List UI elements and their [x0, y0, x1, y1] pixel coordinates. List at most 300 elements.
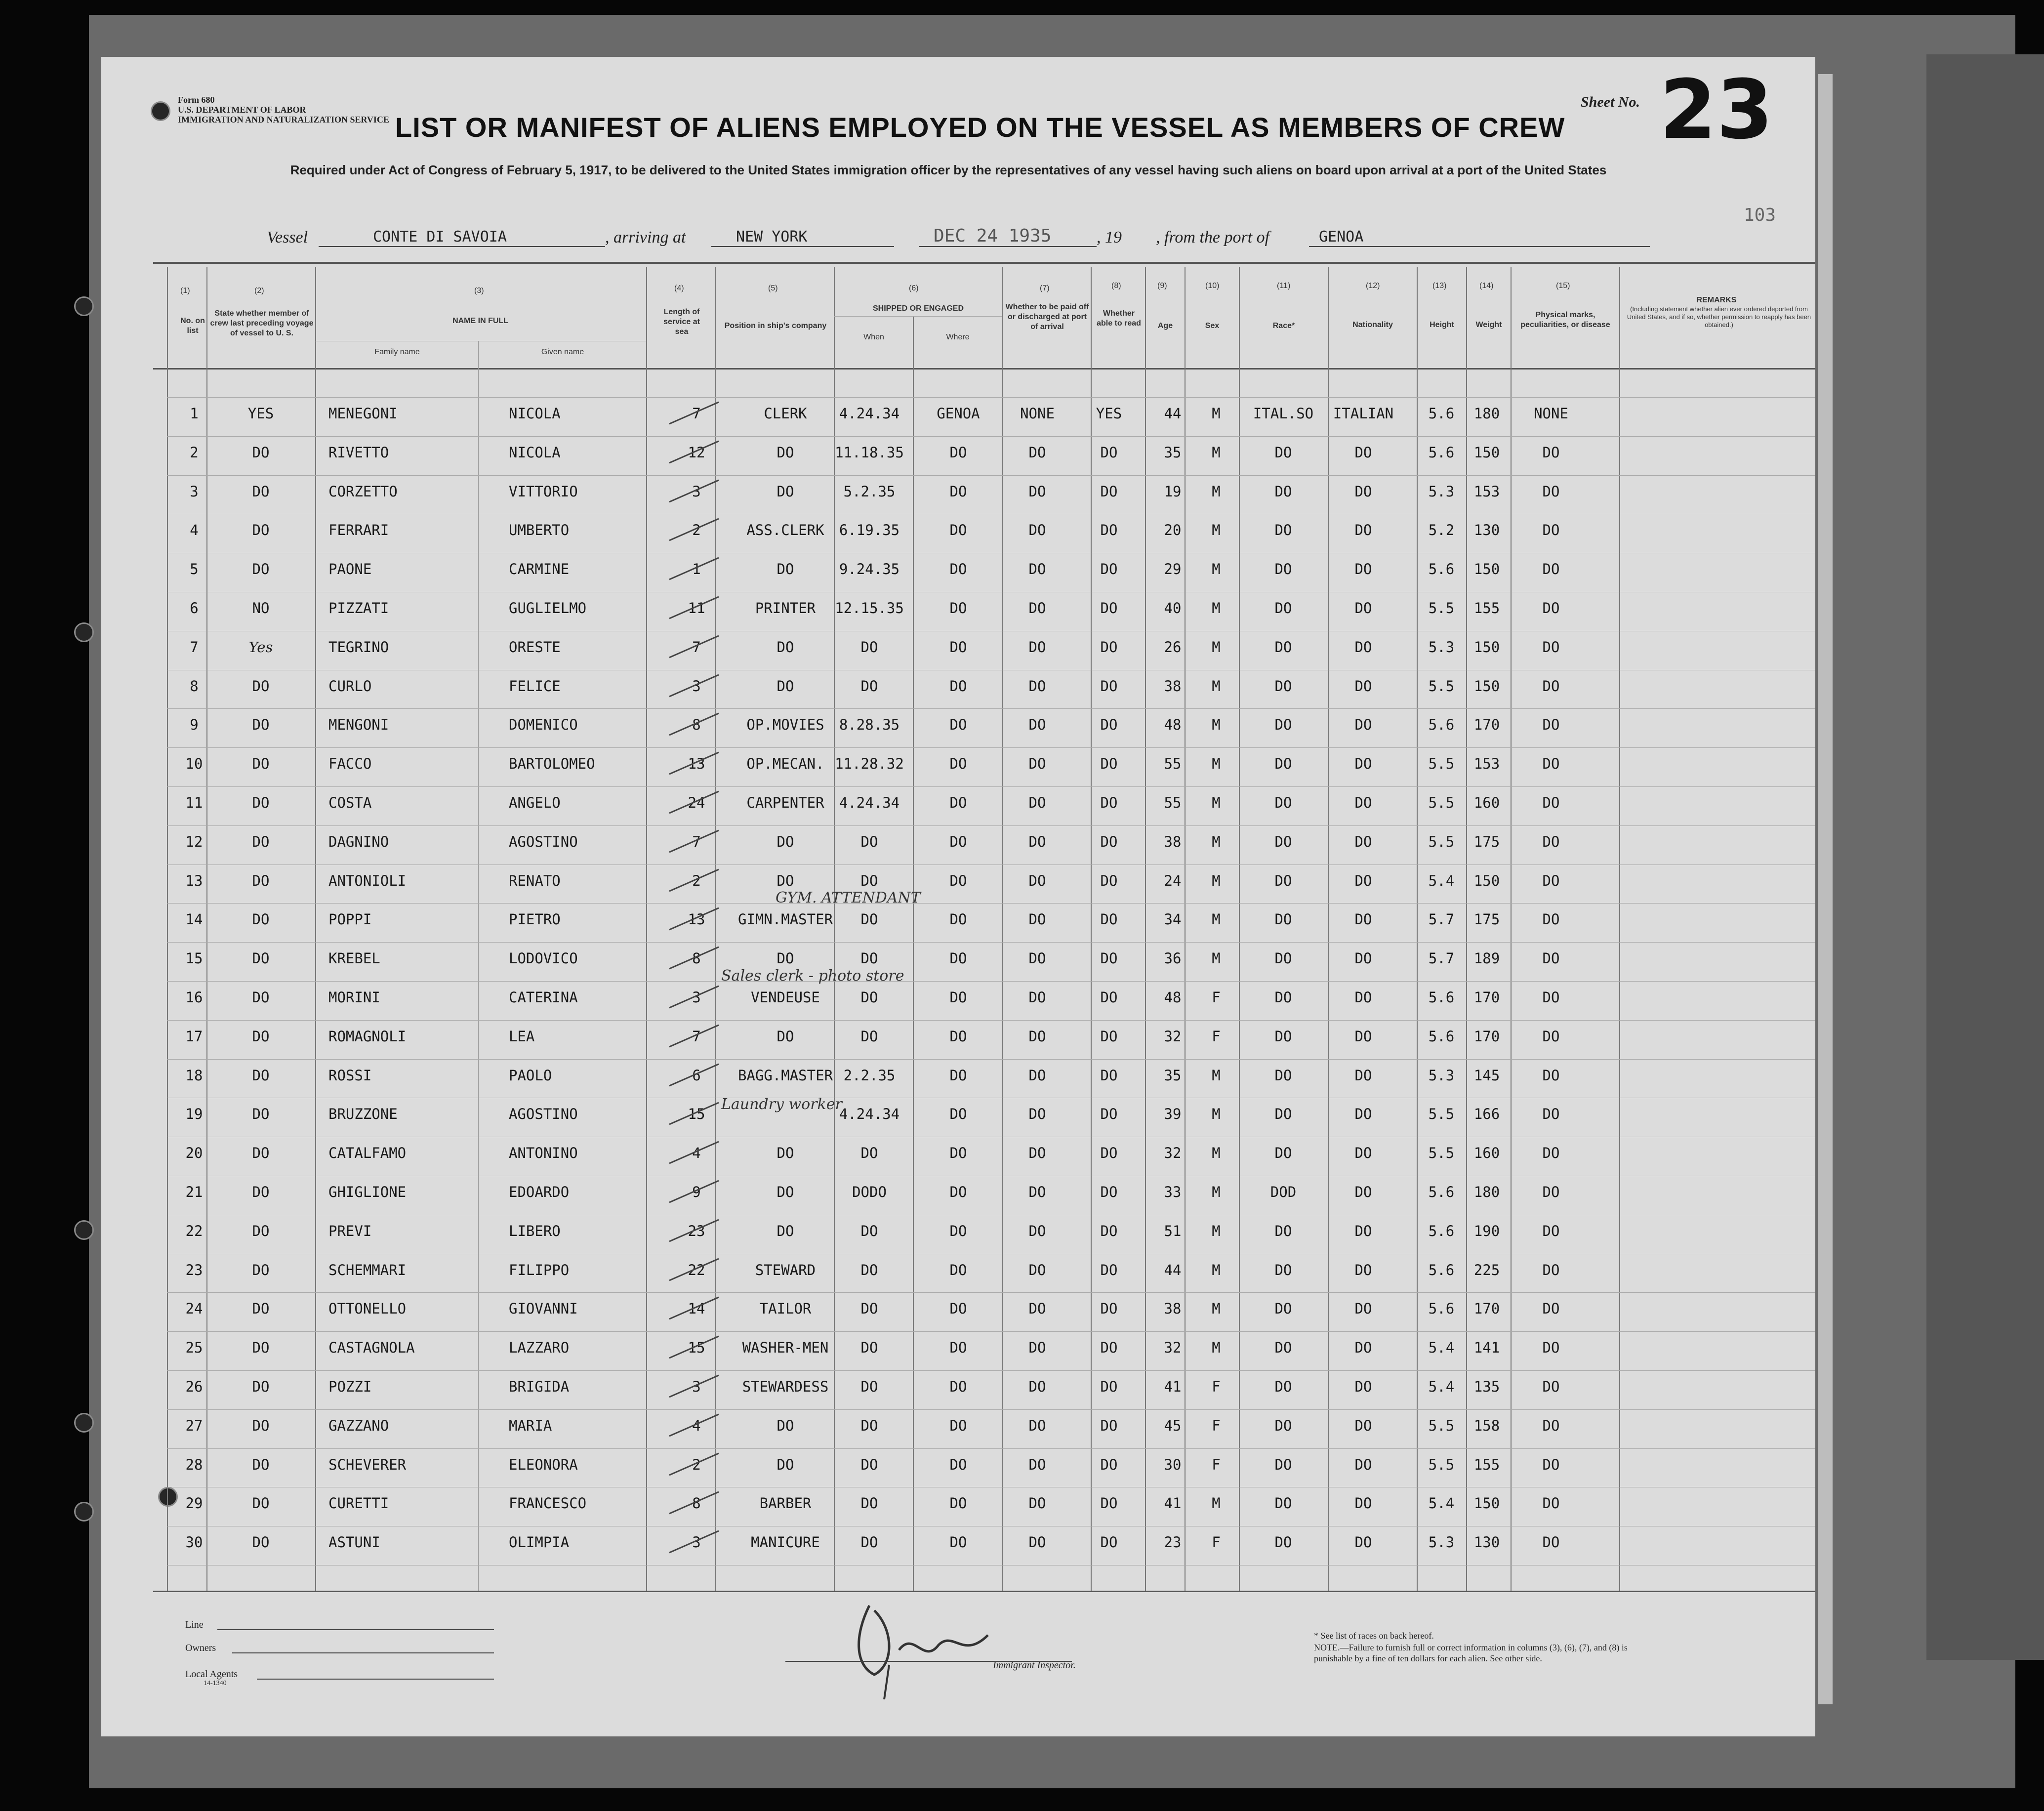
- tally-check-mark: [664, 1450, 724, 1480]
- cell-sex: M: [1212, 911, 1221, 928]
- cell-paid-off: DO: [1028, 1184, 1046, 1200]
- cell-previous-voyage: DO: [252, 483, 270, 500]
- from-label: , from the port of: [1156, 228, 1270, 247]
- cell-sex: M: [1212, 1106, 1221, 1122]
- cell-row-number: 15: [185, 950, 203, 967]
- cell-nationality: DO: [1354, 1184, 1372, 1200]
- cell-position: DO: [777, 1028, 794, 1045]
- cell-family-name: PIZZATI: [328, 600, 389, 617]
- cell-weight: 190: [1473, 1223, 1500, 1239]
- cell-nationality: DO: [1354, 1534, 1372, 1551]
- cell-position: DO: [777, 872, 794, 889]
- row-rule: [167, 1370, 1815, 1371]
- cell-family-name: POPPI: [328, 911, 372, 928]
- col-number-9: (9): [1157, 282, 1167, 290]
- cell-shipped-when: DO: [860, 833, 878, 850]
- col-number-14: (14): [1479, 282, 1494, 290]
- cell-row-number: 30: [185, 1534, 203, 1551]
- cell-shipped-when: 4.24.34: [839, 1106, 900, 1122]
- col-number-10: (10): [1205, 282, 1220, 290]
- cell-race: DO: [1274, 794, 1292, 811]
- cell-length-of-service: 8: [692, 950, 701, 967]
- cell-shipped-when: DO: [860, 1417, 878, 1434]
- cell-shipped-where: DO: [949, 1262, 967, 1278]
- cell-height: 5.4: [1428, 1339, 1455, 1356]
- cell-shipped-when: DO: [860, 1300, 878, 1317]
- cell-family-name: MORINI: [328, 989, 380, 1006]
- arriving-port-line: [711, 246, 894, 247]
- cell-row-number: 18: [185, 1067, 203, 1084]
- cell-previous-voyage: DO: [252, 1495, 270, 1512]
- cell-length-of-service: 2: [692, 1456, 701, 1473]
- cell-sex: M: [1212, 483, 1221, 500]
- cell-physical-marks: DO: [1542, 1417, 1560, 1434]
- cell-row-number: 26: [185, 1378, 203, 1395]
- cell-row-number: 27: [185, 1417, 203, 1434]
- cell-nationality: DO: [1354, 444, 1372, 461]
- cell-previous-voyage: DO: [252, 872, 270, 889]
- tally-check-mark: [664, 1139, 724, 1168]
- binder-hole: [74, 296, 94, 316]
- tally-check-mark: [664, 672, 724, 701]
- cell-nationality: DO: [1354, 483, 1372, 500]
- cell-paid-off: DO: [1028, 1223, 1046, 1239]
- col-divider: [315, 267, 316, 1591]
- binder-hole: [74, 622, 94, 642]
- cell-family-name: GHIGLIONE: [328, 1184, 407, 1200]
- cell-position: STEWARD: [755, 1262, 816, 1278]
- row-rule: [167, 1409, 1815, 1410]
- cell-age: 44: [1164, 405, 1182, 422]
- cell-shipped-where: DO: [949, 755, 967, 772]
- cell-row-number: 22: [185, 1223, 203, 1239]
- cell-height: 5.5: [1428, 1106, 1455, 1122]
- tally-check-mark: [664, 1411, 724, 1441]
- arriving-label: , arriving at: [605, 228, 686, 247]
- col-number-3: (3): [474, 287, 484, 295]
- cell-physical-marks: DO: [1542, 1534, 1560, 1551]
- cell-able-to-read: DO: [1100, 1106, 1118, 1122]
- cell-height: 5.6: [1428, 1300, 1455, 1317]
- cell-able-to-read: DO: [1100, 950, 1118, 967]
- cell-row-number: 12: [185, 833, 203, 850]
- cell-given-name: NICOLA: [509, 444, 561, 461]
- cell-shipped-where: DO: [949, 1417, 967, 1434]
- cell-physical-marks: DO: [1542, 1339, 1560, 1356]
- cell-previous-voyage: DO: [252, 1456, 270, 1473]
- cell-able-to-read: DO: [1100, 833, 1118, 850]
- cell-age: 32: [1164, 1339, 1182, 1356]
- cell-family-name: SCHEVERER: [328, 1456, 407, 1473]
- cell-height: 5.6: [1428, 716, 1455, 733]
- cell-given-name: EDOARDO: [509, 1184, 570, 1200]
- header-length-service: Length of service at sea: [663, 308, 700, 336]
- cell-age: 39: [1164, 1106, 1182, 1122]
- cell-able-to-read: DO: [1100, 444, 1118, 461]
- cell-height: 5.3: [1428, 639, 1455, 656]
- cell-family-name: ASTUNI: [328, 1534, 380, 1551]
- cell-family-name: CORZETTO: [328, 483, 398, 500]
- cell-age: 32: [1164, 1028, 1182, 1045]
- cell-shipped-when: DO: [860, 911, 878, 928]
- footer-line-blank: [217, 1629, 494, 1630]
- cell-given-name: AGOSTINO: [509, 1106, 578, 1122]
- arriving-port: NEW YORK: [736, 228, 808, 246]
- cell-weight: 153: [1473, 483, 1500, 500]
- cell-race: DO: [1274, 1534, 1292, 1551]
- cell-weight: 166: [1473, 1106, 1500, 1122]
- cell-previous-voyage: YES: [247, 405, 274, 422]
- header-able-read: Whether able to read: [1097, 309, 1141, 328]
- cell-position: DO: [777, 1456, 794, 1473]
- cell-family-name: CASTAGNOLA: [328, 1339, 415, 1356]
- cell-paid-off: DO: [1028, 1028, 1046, 1045]
- cell-paid-off: DO: [1028, 1067, 1046, 1084]
- cell-row-number: 13: [185, 872, 203, 889]
- cell-paid-off: DO: [1028, 1417, 1046, 1434]
- cell-family-name: SCHEMMARI: [328, 1262, 407, 1278]
- cell-family-name: POZZI: [328, 1378, 372, 1395]
- cell-physical-marks: DO: [1542, 561, 1560, 577]
- table-header-rule: [153, 368, 1815, 370]
- cell-shipped-where: DO: [949, 600, 967, 617]
- cell-shipped-where: DO: [949, 522, 967, 538]
- cell-nationality: DO: [1354, 950, 1372, 967]
- header-nationality: Nationality: [1352, 321, 1393, 329]
- cell-height: 5.5: [1428, 794, 1455, 811]
- cell-family-name: TEGRINO: [328, 639, 389, 656]
- cell-physical-marks: DO: [1542, 600, 1560, 617]
- handwritten-gym-attendant: GYM. ATTENDANT: [776, 889, 921, 906]
- cell-position: STEWARDESS: [742, 1378, 829, 1395]
- cell-nationality: DO: [1354, 1495, 1372, 1512]
- cell-nationality: DO: [1354, 1456, 1372, 1473]
- cell-age: 32: [1164, 1145, 1182, 1161]
- row-rule: [167, 397, 1815, 398]
- cell-position: VENDEUSE: [751, 989, 820, 1006]
- cell-previous-voyage: DO: [252, 1028, 270, 1045]
- cell-able-to-read: DO: [1100, 1495, 1118, 1512]
- cell-height: 5.6: [1428, 1028, 1455, 1045]
- cell-race: DO: [1274, 1145, 1292, 1161]
- cell-family-name: KREBEL: [328, 950, 380, 967]
- cell-weight: 141: [1473, 1339, 1500, 1356]
- cell-able-to-read: DO: [1100, 1378, 1118, 1395]
- cell-height: 5.6: [1428, 405, 1455, 422]
- cell-height: 5.7: [1428, 911, 1455, 928]
- cell-shipped-when: DO: [860, 872, 878, 889]
- cell-length-of-service: 3: [692, 1534, 701, 1551]
- cell-age: 19: [1164, 483, 1182, 500]
- row-rule: [167, 1020, 1815, 1021]
- cell-weight: 150: [1473, 639, 1500, 656]
- cell-age: 34: [1164, 911, 1182, 928]
- cell-physical-marks: DO: [1542, 911, 1560, 928]
- cell-paid-off: DO: [1028, 1145, 1046, 1161]
- cell-physical-marks: DO: [1542, 1223, 1560, 1239]
- inspector-signature: [840, 1591, 1018, 1704]
- tally-check-mark: [664, 1294, 724, 1324]
- cell-given-name: AGOSTINO: [509, 833, 578, 850]
- page-edge: [1818, 74, 1833, 1704]
- footer-agents-blank: [257, 1679, 494, 1680]
- cell-shipped-when: 6.19.35: [839, 522, 900, 538]
- cell-sex: F: [1212, 1417, 1221, 1434]
- binder-hole: [74, 1413, 94, 1433]
- cell-length-of-service: 7: [692, 833, 701, 850]
- cell-age: 30: [1164, 1456, 1182, 1473]
- cell-sex: M: [1212, 561, 1221, 577]
- row-rule: [167, 942, 1815, 943]
- cell-sex: F: [1212, 1456, 1221, 1473]
- cell-age: 29: [1164, 561, 1182, 577]
- cell-position: GIMN.MASTER: [737, 911, 833, 928]
- cell-paid-off: DO: [1028, 1378, 1046, 1395]
- cell-nationality: DO: [1354, 1262, 1372, 1278]
- cell-sex: M: [1212, 522, 1221, 538]
- col-divider: [1466, 267, 1467, 1591]
- cell-able-to-read: DO: [1100, 522, 1118, 538]
- cell-sex: M: [1212, 444, 1221, 461]
- cell-previous-voyage: DO: [252, 1417, 270, 1434]
- cell-physical-marks: DO: [1542, 716, 1560, 733]
- header-physical: Physical marks, peculiarities, or disease: [1520, 311, 1610, 329]
- row-rule: [167, 1331, 1815, 1332]
- col-divider-sub: [478, 341, 479, 1591]
- header-no-on-list: No. on list: [180, 317, 205, 335]
- cell-previous-voyage: DO: [252, 1262, 270, 1278]
- cell-row-number: 19: [185, 1106, 203, 1122]
- cell-physical-marks: DO: [1542, 1300, 1560, 1317]
- shipped-sub-rule: [834, 316, 1002, 317]
- cell-shipped-when: DO: [860, 1495, 878, 1512]
- cell-length-of-service: 8: [692, 1495, 701, 1512]
- col-divider: [1091, 267, 1092, 1591]
- cell-race: DO: [1274, 1378, 1292, 1395]
- cell-physical-marks: DO: [1542, 1378, 1560, 1395]
- cell-shipped-where: DO: [949, 833, 967, 850]
- cell-weight: 135: [1473, 1378, 1500, 1395]
- year-label: , 19: [1097, 228, 1122, 247]
- cell-shipped-where: DO: [949, 1378, 967, 1395]
- cell-shipped-when: DO: [860, 1534, 878, 1551]
- cell-race: DO: [1274, 600, 1292, 617]
- cell-row-number: 24: [185, 1300, 203, 1317]
- cell-length-of-service: 15: [688, 1106, 705, 1122]
- cell-length-of-service: 3: [692, 989, 701, 1006]
- cell-shipped-where: DO: [949, 950, 967, 967]
- tally-check-mark: [664, 1528, 724, 1558]
- cell-previous-voyage: DO: [252, 678, 270, 695]
- cell-nationality: DO: [1354, 678, 1372, 695]
- cell-sex: M: [1212, 872, 1221, 889]
- cell-age: 20: [1164, 522, 1182, 538]
- cell-physical-marks: DO: [1542, 678, 1560, 695]
- cell-paid-off: DO: [1028, 1262, 1046, 1278]
- cell-paid-off: DO: [1028, 716, 1046, 733]
- cell-weight: 150: [1473, 561, 1500, 577]
- cell-given-name: CARMINE: [509, 561, 570, 577]
- cell-row-number: 7: [190, 639, 199, 656]
- cell-race: DO: [1274, 872, 1292, 889]
- cell-family-name: MENEGONI: [328, 405, 398, 422]
- cell-length-of-service: 6: [692, 1067, 701, 1084]
- col-number-5: (5): [768, 284, 778, 292]
- cell-sex: M: [1212, 1145, 1221, 1161]
- cell-previous-voyage: DO: [252, 1223, 270, 1239]
- cell-family-name: RIVETTO: [328, 444, 389, 461]
- cell-age: 35: [1164, 1067, 1182, 1084]
- cell-paid-off: DO: [1028, 755, 1046, 772]
- cell-paid-off: DO: [1028, 1339, 1046, 1356]
- cell-row-number: 11: [185, 794, 203, 811]
- header-name-in-full: NAME IN FULL: [452, 317, 508, 325]
- header-when: When: [863, 333, 884, 341]
- cell-given-name: BRIGIDA: [509, 1378, 570, 1395]
- cell-row-number: 10: [185, 755, 203, 772]
- cell-weight: 189: [1473, 950, 1500, 967]
- cell-height: 5.6: [1428, 561, 1455, 577]
- cell-sex: F: [1212, 1534, 1221, 1551]
- cell-age: 26: [1164, 639, 1182, 656]
- cell-weight: 150: [1473, 1495, 1500, 1512]
- row-rule: [167, 903, 1815, 904]
- col-divider: [834, 267, 835, 1591]
- cell-nationality: DO: [1354, 1067, 1372, 1084]
- cell-shipped-when: DO: [860, 950, 878, 967]
- form-reference: [178, 95, 389, 124]
- cell-nationality: DO: [1354, 1339, 1372, 1356]
- col-divider: [1511, 267, 1512, 1591]
- cell-race: DO: [1274, 1028, 1292, 1045]
- cell-weight: 145: [1473, 1067, 1500, 1084]
- cell-length-of-service: 22: [688, 1262, 705, 1278]
- cell-given-name: VITTORIO: [509, 483, 578, 500]
- date-line: [919, 246, 1097, 247]
- cell-height: 5.2: [1428, 522, 1455, 538]
- cell-row-number: 1: [190, 405, 199, 422]
- cell-previous-voyage: DO: [252, 911, 270, 928]
- cell-given-name: DOMENICO: [509, 716, 578, 733]
- cell-shipped-where: DO: [949, 872, 967, 889]
- cell-weight: 170: [1473, 716, 1500, 733]
- cell-position: OP.MOVIES: [746, 716, 824, 733]
- cell-race: DO: [1274, 561, 1292, 577]
- cell-physical-marks: DO: [1542, 1184, 1560, 1200]
- header-position: Position in ship's company: [724, 322, 827, 330]
- cell-paid-off: DO: [1028, 950, 1046, 967]
- cell-row-number: 29: [185, 1495, 203, 1512]
- cell-shipped-where: DO: [949, 1534, 967, 1551]
- cell-weight: 160: [1473, 794, 1500, 811]
- cell-able-to-read: DO: [1100, 755, 1118, 772]
- cell-age: 44: [1164, 1262, 1182, 1278]
- page-title: LIST OR MANIFEST OF ALIENS EMPLOYED ON THE VESSEL AS MEMBERS OF CREW: [395, 112, 1565, 143]
- cell-given-name: ORESTE: [509, 639, 561, 656]
- sheet-label: Sheet No.: [1581, 94, 1640, 110]
- cell-race: DO: [1274, 911, 1292, 928]
- cell-row-number: 6: [190, 600, 199, 617]
- cell-shipped-where: DO: [949, 1106, 967, 1122]
- cell-given-name: NICOLA: [509, 405, 561, 422]
- cell-sex: M: [1212, 833, 1221, 850]
- cell-height: 5.6: [1428, 1184, 1455, 1200]
- cell-shipped-when: 11.18.35: [835, 444, 904, 461]
- col-number-1: (1): [180, 287, 190, 295]
- cell-weight: 130: [1473, 1534, 1500, 1551]
- cell-nationality: DO: [1354, 639, 1372, 656]
- cell-able-to-read: DO: [1100, 600, 1118, 617]
- cell-nationality: DO: [1354, 989, 1372, 1006]
- cell-previous-voyage: DO: [252, 716, 270, 733]
- cell-given-name: BARTOLOMEO: [509, 755, 595, 772]
- cell-previous-voyage: DO: [252, 833, 270, 850]
- cell-given-name: CATERINA: [509, 989, 578, 1006]
- cell-previous-voyage: DO: [252, 755, 270, 772]
- cell-family-name: ANTONIOLI: [328, 872, 407, 889]
- cell-shipped-when: 9.24.35: [839, 561, 900, 577]
- cell-position: DO: [777, 950, 794, 967]
- tally-check-mark: [664, 788, 724, 818]
- cell-weight: 180: [1473, 405, 1500, 422]
- cell-age: 33: [1164, 1184, 1182, 1200]
- cell-race: DOD: [1270, 1184, 1297, 1200]
- cell-given-name: LAZZARO: [509, 1339, 570, 1356]
- col-number-6: (6): [909, 284, 919, 292]
- tally-check-mark: [664, 594, 724, 623]
- cell-weight: 158: [1473, 1417, 1500, 1434]
- cell-age: 41: [1164, 1378, 1182, 1395]
- tally-check-mark: [664, 905, 724, 935]
- cell-paid-off: DO: [1028, 600, 1046, 617]
- cell-given-name: GIOVANNI: [509, 1300, 578, 1317]
- tally-check-mark: [664, 1217, 724, 1246]
- cell-previous-voyage: DO: [252, 561, 270, 577]
- tally-check-mark: [664, 944, 724, 974]
- cell-row-number: 21: [185, 1184, 203, 1200]
- cell-shipped-where: DO: [949, 716, 967, 733]
- cell-length-of-service: 2: [692, 872, 701, 889]
- cell-physical-marks: DO: [1542, 483, 1560, 500]
- cell-age: 24: [1164, 872, 1182, 889]
- col-number-8: (8): [1111, 282, 1121, 290]
- cell-previous-voyage: Yes: [248, 639, 273, 656]
- row-rule: [167, 1292, 1815, 1293]
- cell-able-to-read: DO: [1100, 639, 1118, 656]
- cell-family-name: PAONE: [328, 561, 372, 577]
- race-note: * See list of races on back hereof.: [1314, 1631, 1434, 1641]
- cell-shipped-where: DO: [949, 989, 967, 1006]
- cell-paid-off: DO: [1028, 989, 1046, 1006]
- col-divider: [206, 267, 207, 1591]
- cell-height: 5.5: [1428, 600, 1455, 617]
- cell-position: BAGG.MASTER: [737, 1067, 833, 1084]
- col-number-4: (4): [674, 284, 684, 292]
- cell-previous-voyage: DO: [252, 1184, 270, 1200]
- cell-sex: M: [1212, 755, 1221, 772]
- binder-hole: [74, 1502, 94, 1522]
- cell-given-name: ELEONORA: [509, 1456, 578, 1473]
- col-divider: [167, 267, 168, 1591]
- cell-physical-marks: DO: [1542, 522, 1560, 538]
- cell-nationality: DO: [1354, 1378, 1372, 1395]
- cell-able-to-read: DO: [1100, 1223, 1118, 1239]
- vessel-label: Vessel: [267, 228, 308, 247]
- cell-able-to-read: DO: [1100, 911, 1118, 928]
- cell-family-name: ROMAGNOLI: [328, 1028, 407, 1045]
- cell-shipped-where: DO: [949, 1184, 967, 1200]
- tally-check-mark: [664, 1061, 724, 1091]
